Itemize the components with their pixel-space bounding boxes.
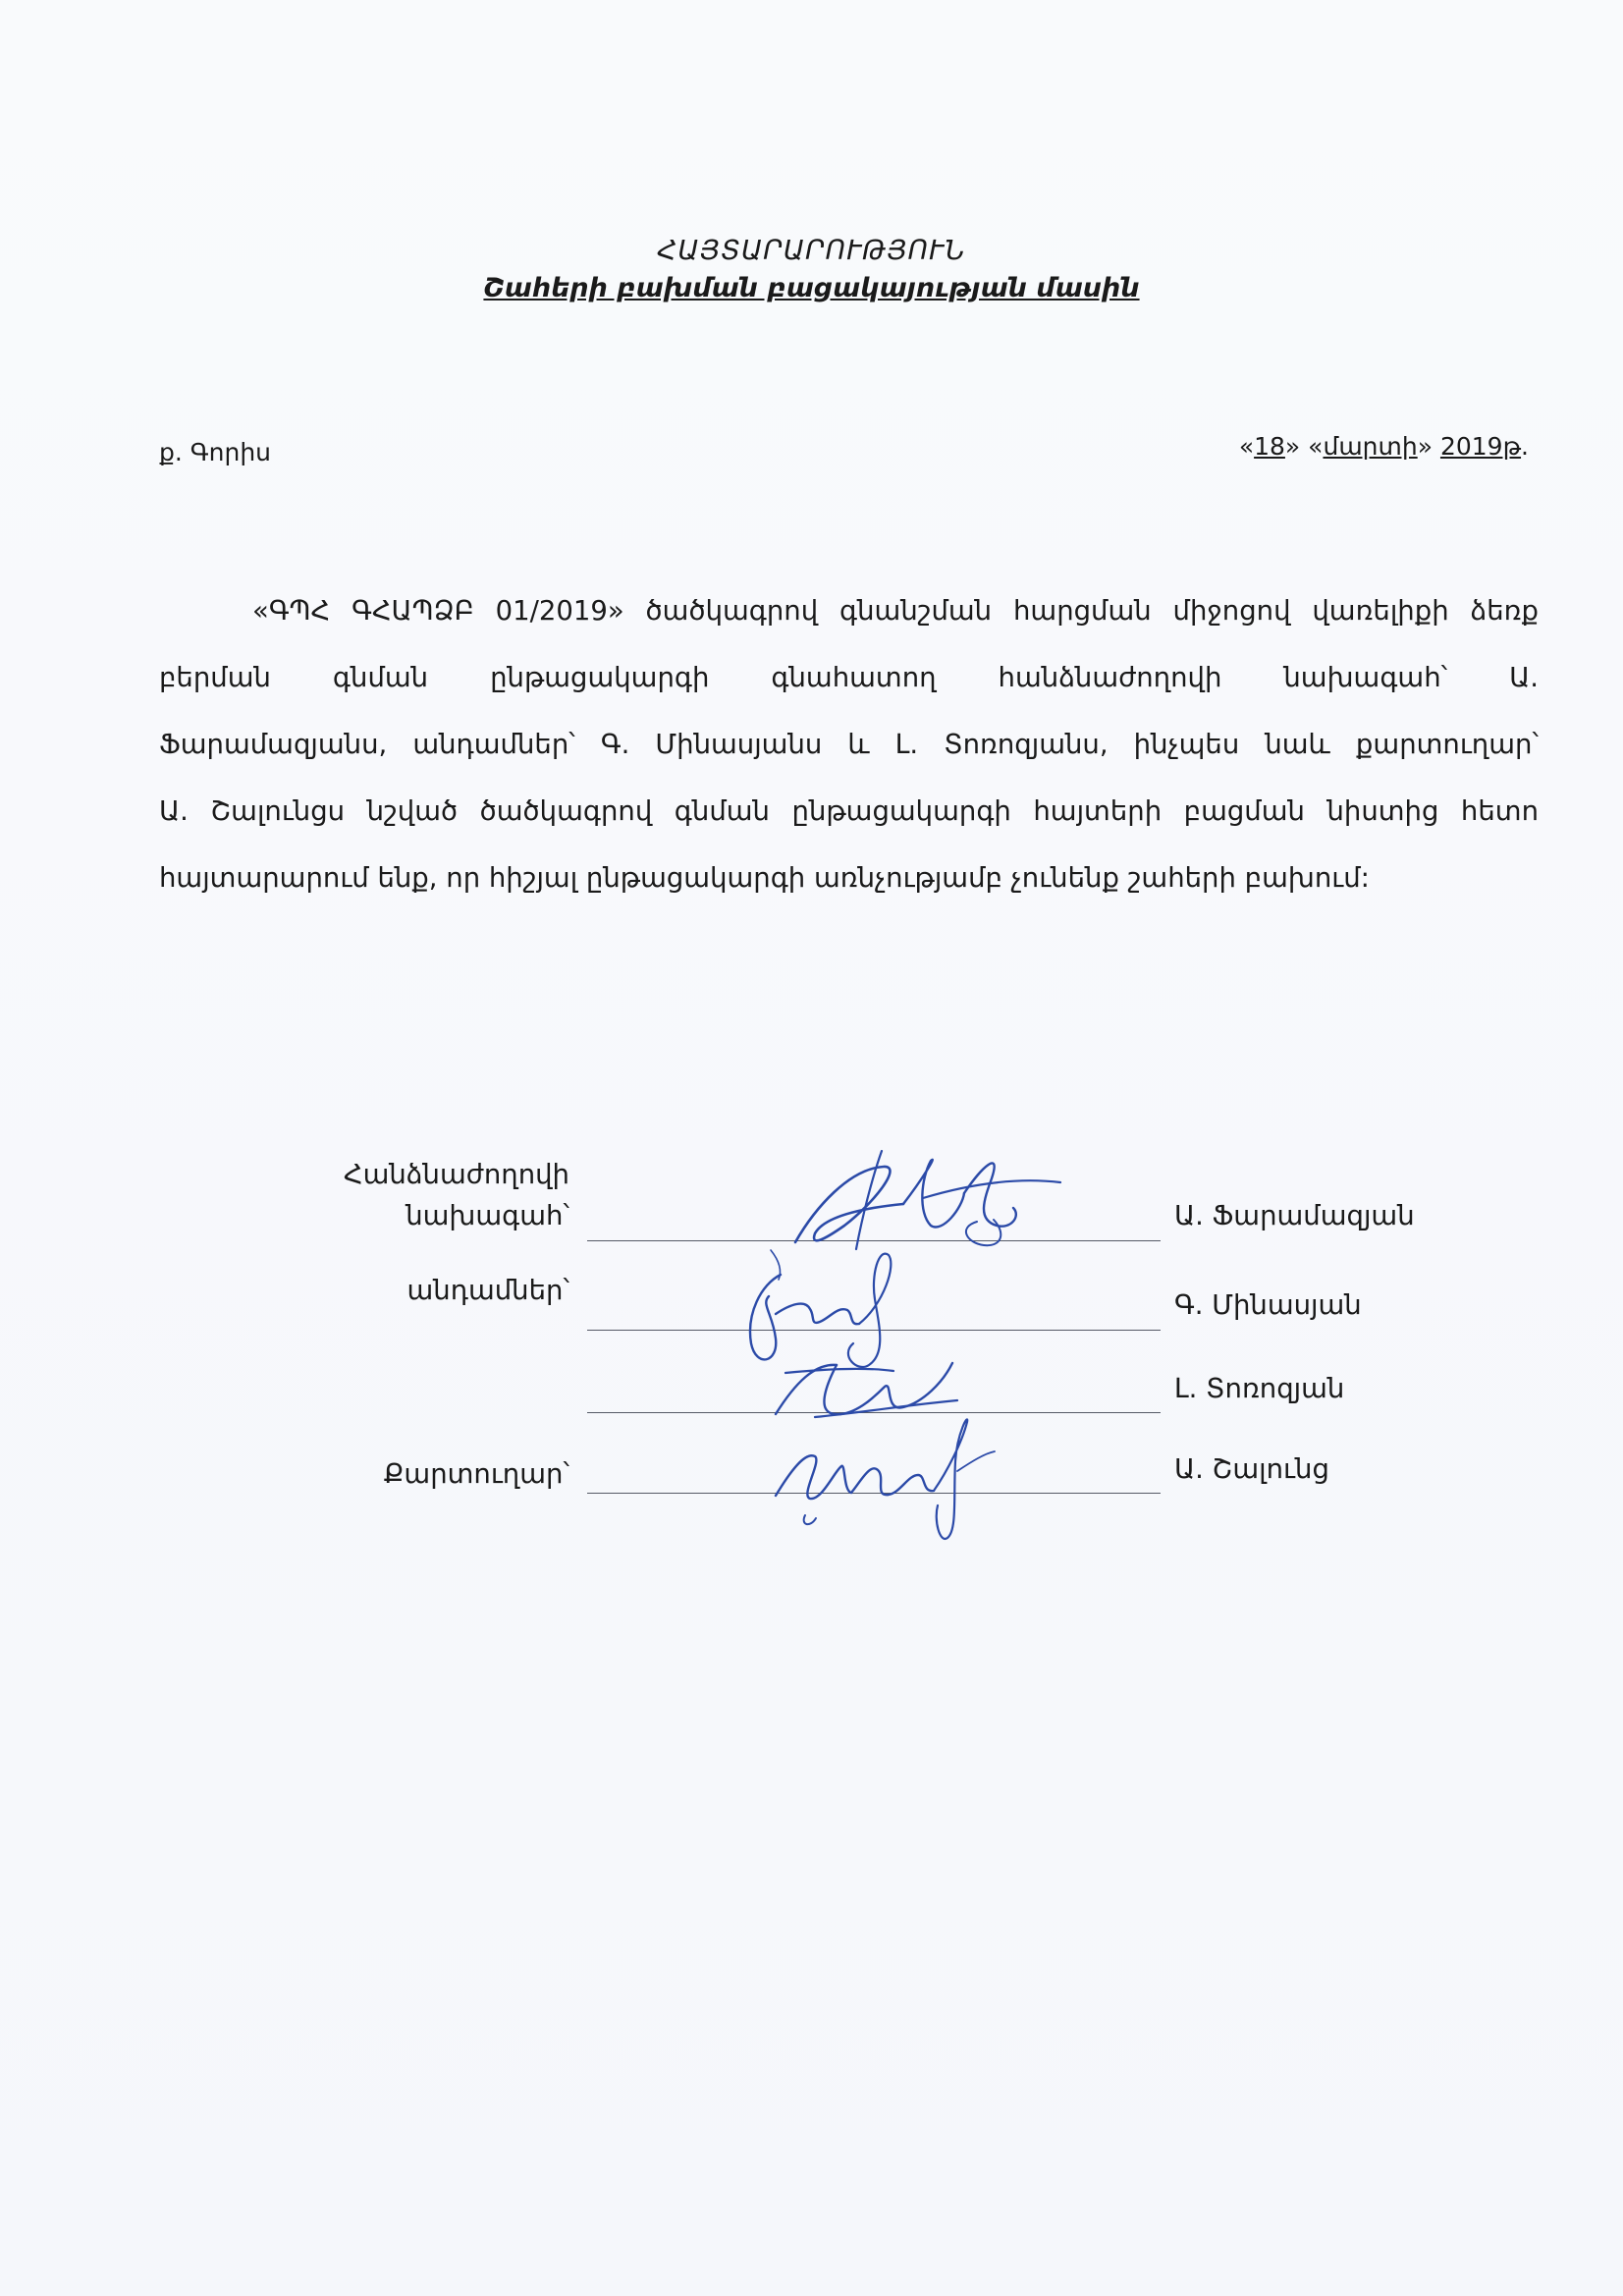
body-line: հայտարարում ենք, որ հիշյալ ընթացակարգի առնչությամբ չունենք շահերի բախում: (159, 862, 1370, 894)
date-quote: « (1300, 432, 1324, 461)
member1-name: Գ. Մինասյան (1174, 1289, 1362, 1321)
body-line: Ֆարամազյանս, անդամներ՝ Գ. Մինասյանս և Լ. Տոռոզյանս, ինչպես նաև քարտուղար՝ (159, 729, 1539, 760)
body-line: «ԳՊՀ ԳՀԱՊՁԲ 01/2019» ծածկագրով գնանշման հարցման միջոցով վառելիքի ձեռք (252, 595, 1539, 627)
chair-label-line2: նախագահ՝ (406, 1200, 569, 1231)
document-subtitle: Շահերի բախման բացակայության մասին (483, 273, 1140, 303)
secretary-name: Ա. Շալունց (1174, 1453, 1329, 1485)
document-date (1239, 432, 1529, 461)
date-year: 2019թ (1439, 432, 1522, 461)
declaration-body (159, 577, 1539, 911)
date-month: մարտի (1323, 432, 1418, 461)
body-line: բերման գնման ընթացակարգի գնահատող հանձնաժողովի նախագահ՝ Ա. (159, 662, 1539, 693)
date-quote: » (1284, 432, 1301, 461)
secretary-signature (761, 1402, 1006, 1550)
body-line: Ա. Շալունցս նշված ծածկագրով գնման ընթացակարգի հայտերի բացման նիստից հետո (159, 795, 1539, 827)
chair-label-line1: Հանձնաժողովի (343, 1159, 569, 1190)
document-place: ք. Գորիս (159, 438, 272, 466)
secretary-label: Քարտուղար՝ (383, 1458, 569, 1490)
date-quote: » (1417, 432, 1440, 461)
chair-name: Ա. Ֆարամազյան (1174, 1200, 1415, 1231)
member2-name: Լ. Տոռոզյան (1174, 1373, 1345, 1404)
members-label: անդամներ՝ (406, 1275, 569, 1306)
date-day: 18 (1254, 432, 1285, 461)
date-period: . (1521, 432, 1529, 461)
document-title: ՀԱՅՏԱՐԱՐՈՒԹՅՈՒՆ (657, 234, 966, 266)
date-quote: « (1238, 432, 1255, 461)
